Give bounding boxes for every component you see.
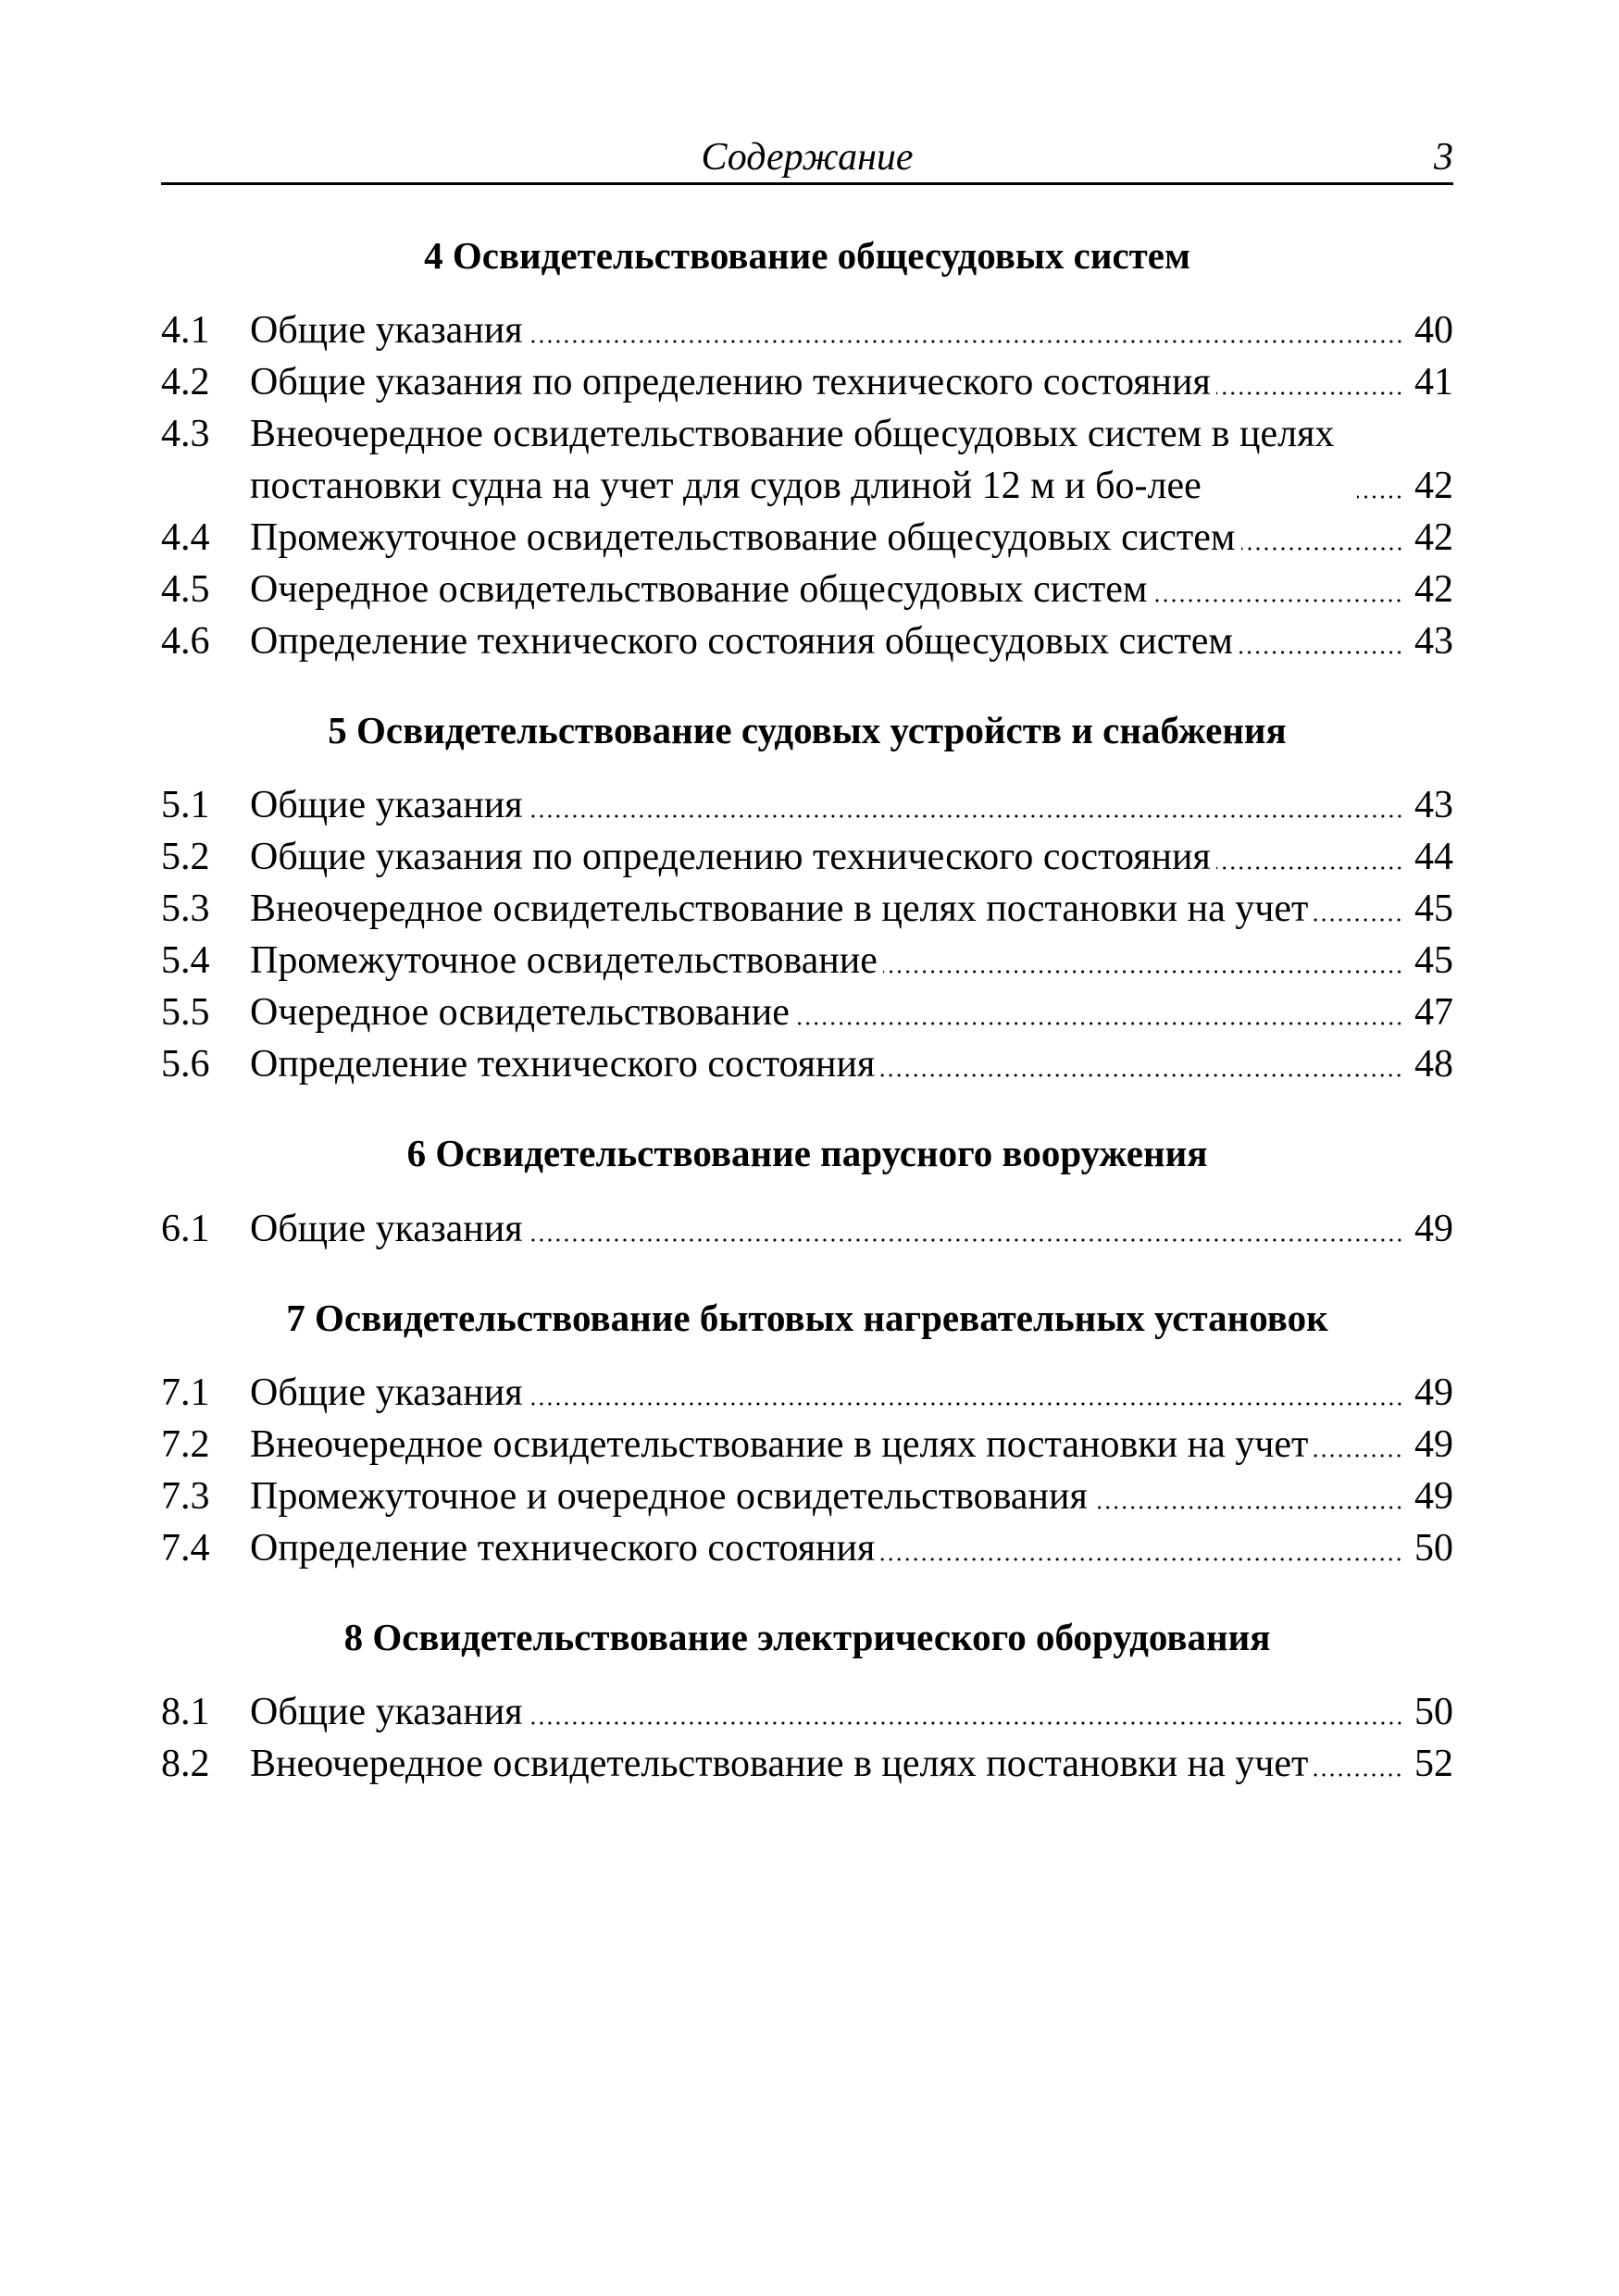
- dot-leader: [529, 812, 1403, 821]
- dot-leader: [1314, 915, 1403, 925]
- dot-leader: [1314, 1770, 1403, 1780]
- entry-title: Промежуточное освидетельствование общесудовых систем: [250, 516, 1236, 560]
- entry-page: 48: [1414, 1043, 1453, 1086]
- entry-title: Очередное освидетельствование общесудовых систем: [250, 568, 1148, 612]
- section-title: 5 Освидетельствование судовых устройств и снабжения: [328, 709, 1287, 752]
- entry-number: 4.1: [161, 309, 210, 353]
- entry-title: Внеочередное освидетельствование в целях постановки на учет: [250, 1422, 1309, 1466]
- entry-number: 6.1: [161, 1207, 210, 1250]
- dot-leader: [1314, 1451, 1403, 1460]
- toc-entry[interactable]: [161, 512, 1453, 564]
- section-title: 8 Освидетельствование электрического оборудования: [343, 1615, 1271, 1658]
- entry-title: Определение технического состояния: [250, 1526, 876, 1570]
- entry-number: 7.4: [161, 1526, 210, 1570]
- toc-entries: [161, 304, 1453, 667]
- section-title: 7 Освидетельствование бытовых нагревательных установок: [286, 1296, 1328, 1339]
- toc-section-6: [161, 1131, 1453, 1254]
- entry-title: Общие указания: [250, 784, 523, 827]
- dot-leader: [1216, 863, 1403, 873]
- entry-number: 8.1: [161, 1690, 210, 1733]
- entry-title: Внеочередное освидетельствование общесудовых систем в целях постановки судна на учет для судов длиной 12 м и бо-лее: [250, 413, 1335, 508]
- entry-number: 5.4: [161, 939, 210, 983]
- toc-entry[interactable]: [161, 883, 1453, 935]
- toc-entries: [161, 1367, 1453, 1574]
- entry-number: 5.6: [161, 1043, 210, 1086]
- running-header: [161, 0, 1453, 185]
- entry-title: Общие указания: [250, 1207, 523, 1250]
- entry-number: 8.2: [161, 1742, 210, 1785]
- toc-entries: [161, 1203, 1453, 1255]
- toc-entry[interactable]: [161, 356, 1453, 408]
- entry-number: 7.3: [161, 1474, 210, 1518]
- entry-page: 50: [1414, 1690, 1453, 1733]
- dot-leader: [529, 1719, 1403, 1728]
- entry-page: 50: [1414, 1526, 1453, 1570]
- dot-leader: [1152, 596, 1403, 605]
- entry-title: Общие указания по определению технического состояния: [250, 836, 1211, 879]
- entry-page: 43: [1414, 620, 1453, 664]
- entry-title: Промежуточное и очередное освидетельствования: [250, 1474, 1088, 1518]
- dot-leader: [529, 1399, 1403, 1409]
- toc-entry[interactable]: [161, 1419, 1453, 1471]
- dot-leader: [880, 1071, 1403, 1080]
- entry-number: 5.1: [161, 784, 210, 827]
- dot-leader: [880, 1555, 1403, 1564]
- entry-page: 44: [1414, 836, 1453, 879]
- entry-title: Очередное освидетельствование: [250, 991, 790, 1035]
- entry-page: 42: [1414, 568, 1453, 612]
- section-title: 6 Освидетельствование парусного вооружения: [406, 1132, 1208, 1175]
- entry-number: 5.3: [161, 887, 210, 931]
- entry-page: 49: [1414, 1474, 1453, 1518]
- entry-title: Общие указания по определению технического состояния: [250, 361, 1211, 404]
- entry-title: Промежуточное освидетельствование: [250, 939, 878, 983]
- running-header-title: Содержание: [701, 136, 914, 179]
- entry-title: Определение технического состояния: [250, 1043, 876, 1086]
- entry-title: Общие указания: [250, 1371, 523, 1414]
- toc-entry[interactable]: [161, 304, 1453, 356]
- dot-leader: [1093, 1503, 1403, 1512]
- toc-entry[interactable]: [161, 1367, 1453, 1419]
- toc-entries: [161, 1686, 1453, 1790]
- dot-leader: [1357, 492, 1403, 502]
- entry-title: Внеочередное освидетельствование в целях постановки на учет: [250, 1742, 1309, 1785]
- toc-entry[interactable]: [161, 1038, 1453, 1090]
- entry-page: 47: [1414, 991, 1453, 1035]
- toc-entries: [161, 779, 1453, 1090]
- entry-page: 41: [1414, 361, 1453, 404]
- entry-title: Внеочередное освидетельствование в целях постановки на учет: [250, 887, 1309, 931]
- dot-leader: [795, 1019, 1403, 1028]
- entry-page: 49: [1414, 1422, 1453, 1466]
- entry-page: 49: [1414, 1371, 1453, 1414]
- section-title: 4 Освидетельствование общесудовых систем: [424, 234, 1190, 277]
- entry-page: 43: [1414, 784, 1453, 827]
- toc-entry[interactable]: [161, 408, 1453, 512]
- running-header-page-number: 3: [1434, 136, 1453, 179]
- entry-number: 7.1: [161, 1371, 210, 1414]
- entry-number: 5.2: [161, 836, 210, 879]
- entry-page: 49: [1414, 1207, 1453, 1250]
- toc-entry[interactable]: [161, 564, 1453, 615]
- entry-page: 45: [1414, 887, 1453, 931]
- dot-leader: [1241, 544, 1404, 553]
- toc-page: [161, 0, 1453, 1790]
- toc-entry[interactable]: [161, 1522, 1453, 1574]
- entry-number: 4.4: [161, 516, 210, 560]
- toc-entry[interactable]: [161, 1738, 1453, 1790]
- entry-page: 52: [1414, 1742, 1453, 1785]
- entry-number: 4.2: [161, 361, 210, 404]
- toc-entry[interactable]: [161, 935, 1453, 987]
- dot-leader: [883, 967, 1403, 976]
- toc-entry[interactable]: [161, 831, 1453, 883]
- entry-page: 42: [1414, 465, 1453, 508]
- toc-entry[interactable]: [161, 615, 1453, 667]
- entry-title: Определение технического состояния общесудовых систем: [250, 620, 1233, 664]
- toc-section-7: [161, 1296, 1453, 1574]
- entry-number: 4.3: [161, 413, 210, 456]
- dot-leader: [529, 337, 1403, 346]
- toc-entry[interactable]: [161, 987, 1453, 1038]
- entry-number: 4.5: [161, 568, 210, 612]
- dot-leader: [529, 1235, 1403, 1245]
- toc-entry[interactable]: [161, 779, 1453, 831]
- dot-leader: [1216, 389, 1403, 398]
- toc-section-5: [161, 708, 1453, 1090]
- entry-title: Общие указания: [250, 1690, 523, 1733]
- entry-page: 42: [1414, 516, 1453, 560]
- entry-number: 5.5: [161, 991, 210, 1035]
- entry-page: 40: [1414, 309, 1453, 353]
- entry-number: 7.2: [161, 1422, 210, 1466]
- entry-number: 4.6: [161, 620, 210, 664]
- entry-title: Общие указания: [250, 309, 523, 353]
- toc-section-8: [161, 1615, 1453, 1790]
- entry-page: 45: [1414, 939, 1453, 983]
- dot-leader: [1239, 648, 1403, 657]
- toc-section-4: [161, 233, 1453, 667]
- toc-entry[interactable]: [161, 1203, 1453, 1255]
- toc-entry[interactable]: [161, 1686, 1453, 1738]
- toc-entry[interactable]: [161, 1471, 1453, 1522]
